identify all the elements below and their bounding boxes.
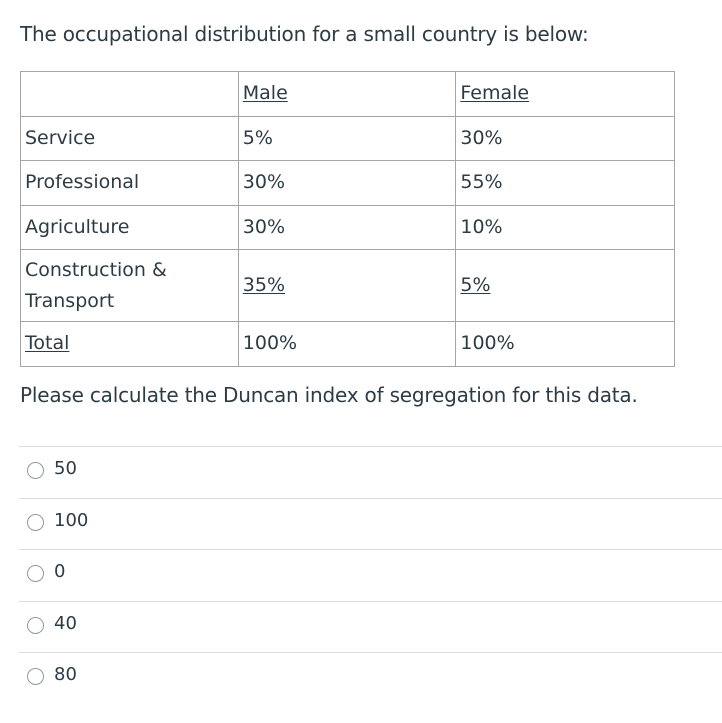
table-row: [21, 205, 675, 250]
table-cell: [21, 322, 239, 367]
table-cell: [238, 250, 456, 322]
table-cell: 5%: [238, 116, 456, 161]
question-intro: The occupational distribution for a small country is below:: [20, 22, 589, 46]
table-cell: [456, 250, 675, 322]
table-cell: Construction & Transport: [21, 250, 239, 322]
table-cell: Service: [21, 116, 239, 161]
table-cell: 55%: [456, 161, 675, 206]
answer-label: 0: [54, 561, 66, 582]
table-row: [21, 161, 675, 206]
table-cell: 30%: [238, 161, 456, 206]
question-prompt: Please calculate the Duncan index of segregation for this data.: [20, 383, 638, 407]
total-label: Total: [25, 332, 70, 355]
answer-option[interactable]: [19, 498, 722, 550]
table-row: [21, 116, 675, 161]
table-header-cell: [456, 72, 675, 117]
female-header: Female: [460, 82, 530, 105]
answer-option[interactable]: [19, 601, 722, 653]
answer-list: [19, 446, 722, 704]
answer-option[interactable]: [19, 446, 722, 498]
radio-button[interactable]: [27, 565, 44, 582]
male-header: Male: [242, 82, 288, 105]
table-total-row: [21, 322, 675, 367]
answer-label: 40: [54, 612, 77, 634]
underlined-value: 5%: [460, 274, 491, 296]
table-cell: 100%: [238, 322, 456, 367]
radio-button[interactable]: [27, 668, 44, 685]
underlined-value: 35%: [242, 274, 285, 296]
answer-label: 80: [54, 664, 77, 685]
answer-label: 50: [54, 458, 77, 479]
table-cell: Professional: [21, 161, 239, 206]
table-cell: 30%: [238, 205, 456, 250]
table-header-row: [21, 72, 675, 117]
table-cell: 10%: [456, 205, 675, 250]
table-cell: 100%: [456, 322, 675, 367]
answer-option[interactable]: [19, 652, 722, 704]
radio-button[interactable]: [27, 617, 44, 634]
table-cell: 30%: [456, 116, 675, 161]
table-cell: Agriculture: [21, 205, 239, 250]
radio-button[interactable]: [27, 462, 44, 479]
answer-label: 100: [54, 509, 89, 531]
radio-button[interactable]: [27, 514, 44, 531]
occupation-distribution-table: [20, 71, 675, 367]
table-row: [21, 250, 675, 322]
answer-option[interactable]: [19, 549, 722, 601]
table-header-cell: [21, 72, 239, 117]
table-header-cell: [238, 72, 456, 117]
